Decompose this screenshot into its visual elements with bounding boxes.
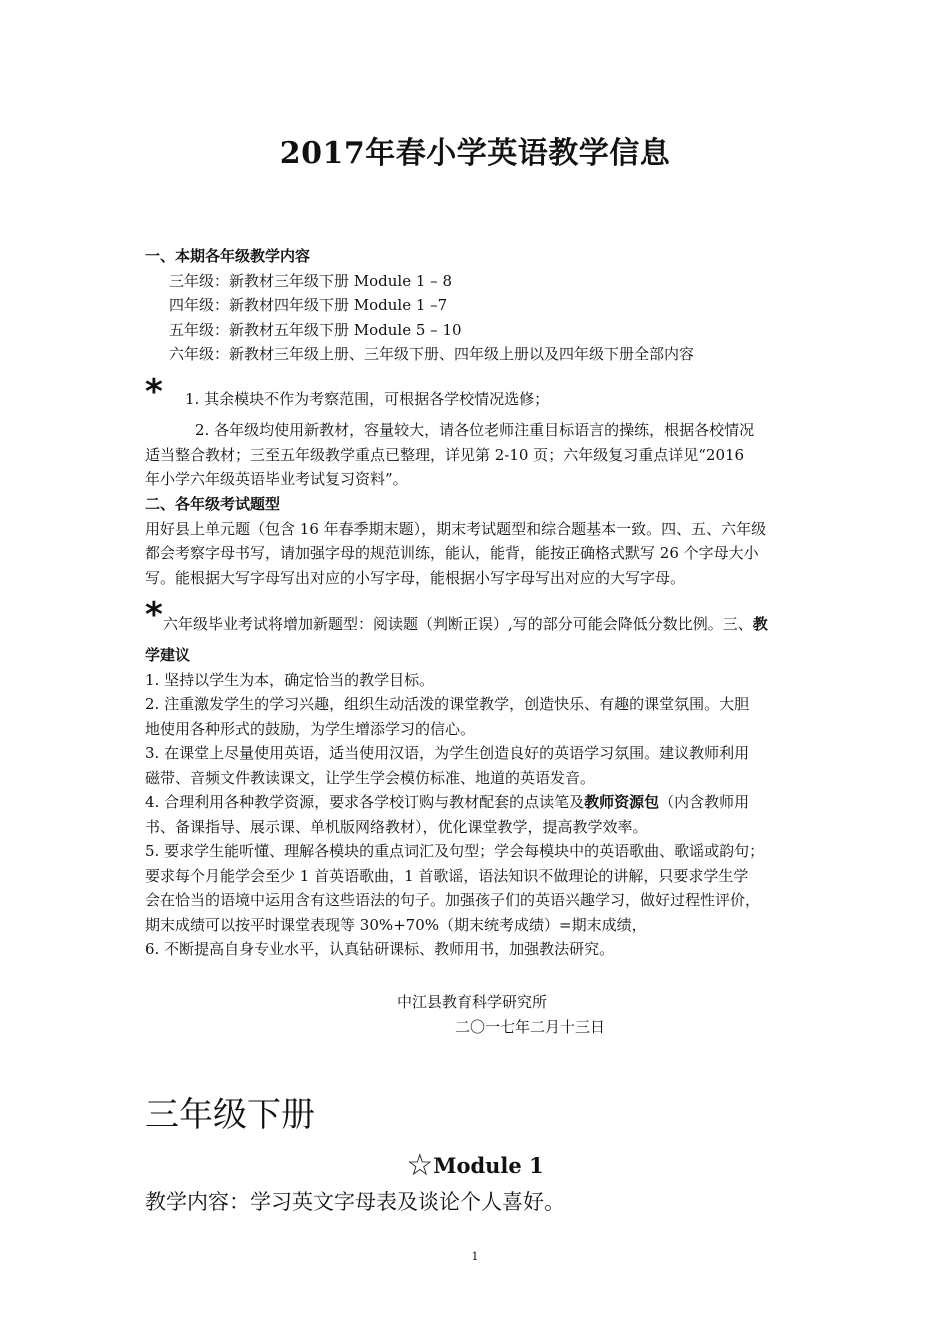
grade-3-content: 三年级：新教材三年级下册 Module 1 – 8	[169, 271, 452, 290]
section-1-heading: 一、本期各年级教学内容	[145, 247, 311, 265]
note-1-text: 1. 其余模块不作为考察范围，可根据各学校情况选修；	[185, 390, 550, 408]
suggestion-3-line-1: 3. 在课堂上尽量使用英语，适当使用汉语，为学生创造良好的英语学习氛围。建议教师利用	[145, 744, 750, 762]
note-2	[145, 418, 815, 492]
section-2-star-note	[163, 612, 823, 637]
star-note-text: 六年级毕业考试将增加新题型：阅读题（判断正误）,写的部分可能会降低分数比例。三、	[163, 615, 753, 633]
section-3	[145, 643, 815, 962]
section-2-line-3: 写。能根据大写字母写出对应的小写字母，能根据小写字母写出对应的大写字母。	[145, 568, 686, 587]
section-3-heading-part1: 教	[752, 615, 768, 633]
suggestion-4-line-1	[145, 790, 815, 815]
section-1	[145, 244, 815, 367]
suggestion-4-line-2: 书、备课指导、展示课、单机版网络教材），优化课堂教学，提高教学效率。	[145, 817, 648, 836]
page-number: 1	[471, 1250, 479, 1263]
asterisk-icon: *	[145, 372, 163, 412]
note-1	[185, 387, 855, 412]
note-2-line-3: 年小学六年级英语毕业考试复习资料”。	[145, 470, 408, 488]
suggestion-5-line-1: 5. 要求学生能听懂、理解各模块的重点词汇及句型；学会每模块中的英语歌曲、歌谣或韵句；	[145, 842, 765, 860]
suggestion-2-line-1: 2. 注重激发学生的学习兴趣，组织生动活泼的课堂教学，创造快乐、有趣的课堂氛围。大胆	[145, 695, 750, 713]
grade-5-content: 五年级：新教材五年级下册 Module 5 – 10	[169, 320, 462, 339]
module-label: Module 1	[433, 1153, 544, 1178]
suggestion-2-line-2: 地使用各种形式的鼓励，为学生增添学习的信心。	[145, 719, 476, 738]
suggestion-5-line-4: 期末成绩可以按平时课堂表现等 30%+70%（期末统考成绩）=期末成绩，	[145, 915, 647, 934]
suggestion-5-line-3: 会在恰当的语境中运用含有这些语法的句子。加强孩子们的英语兴趣学习，做好过程性评价，	[145, 891, 761, 909]
grade-4-content: 四年级：新教材四年级下册 Module 1 –7	[169, 296, 448, 314]
section-3-heading: 学建议	[145, 646, 191, 664]
note-2-line-2: 适当整合教材；三至五年级教学重点已整理，详见第 2-10 页；六年级复习重点详见“2016	[145, 445, 745, 464]
star-outline-icon: ☆	[406, 1148, 434, 1183]
asterisk-icon: *	[145, 595, 163, 635]
suggestion-4-prefix: 4. 合理利用各种教学资源，要求各学校订购与教材配套的点读笔及	[145, 793, 585, 811]
suggestion-6: 6. 不断提高自身专业水平，认真钻研课标、教师用书，加强教法研究。	[145, 940, 615, 958]
page-title: 2017年春小学英语教学信息	[279, 136, 671, 171]
module-heading	[0, 1150, 950, 1182]
section-2-line-1: 用好县上单元题（包含 16 年春季期末题），期末考试题型和综合题基本一致。四、五、六年级	[145, 519, 767, 538]
suggestion-1: 1. 坚持以学生为本，确定恰当的教学目标。	[145, 670, 435, 689]
signature-date: 二〇一七年二月十三日	[455, 1018, 606, 1036]
section-2-heading: 二、各年级考试题型	[145, 495, 281, 513]
section-2-line-2: 都会考察字母书写，请加强字母的规范训练，能认，能背，能按正确格式默写 26 个字母大小	[145, 544, 759, 562]
grade-6-content: 六年级：新教材三年级上册、三年级下册、四年级上册以及四年级下册全部内容	[169, 345, 695, 363]
teacher-resource-pack: 教师资源包	[584, 793, 660, 811]
section-2	[145, 492, 815, 590]
suggestion-3-line-2: 磁带、音频文件教读课文，让学生学会模仿标准、地道的英语发音。	[145, 768, 596, 787]
teaching-content: 教学内容：学习英文字母表及谈论个人喜好。	[145, 1190, 565, 1214]
signature-org: 中江县教育科学研究所	[397, 993, 548, 1011]
suggestion-5-line-2: 要求每个月能学会至少 1 首英语歌曲，1 首歌谣，语法知识不做理论的讲解，只要求学生学	[145, 866, 749, 885]
suggestion-4-suffix: （内含教师用	[659, 793, 750, 811]
grade-heading: 三年级下册	[145, 1095, 315, 1135]
note-2-line-1: 2. 各年级均使用新教材，容量较大，请各位老师注重目标语言的操练，根据各校情况	[195, 421, 755, 439]
